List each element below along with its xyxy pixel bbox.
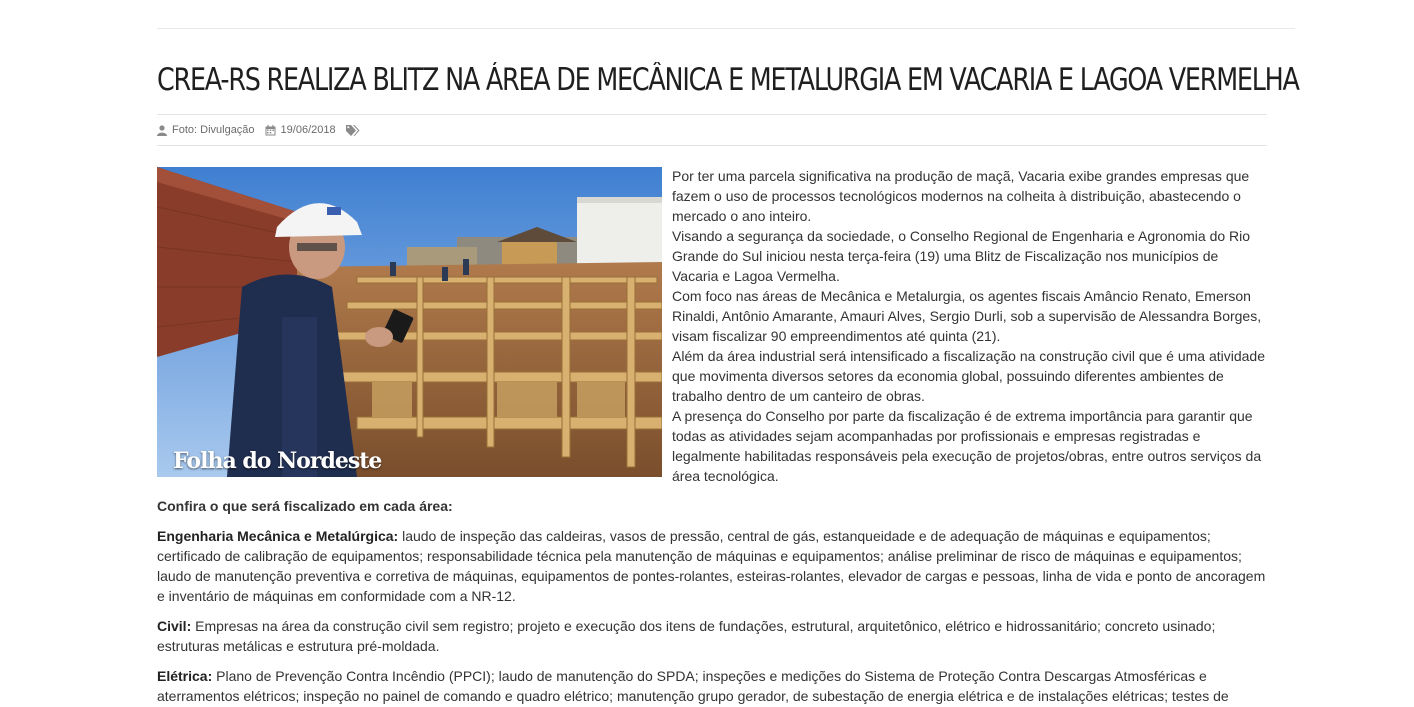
tags-icon[interactable] [346, 125, 360, 136]
intro-paragraph: A presença do Conselho por parte da fiscalização é de extrema importância para garantir que todas as atividades sejam acompanhadas por profissionais e empresas registradas e legalmente habilitadas responsáveis pela execução de projetos/obras, entre outros serviços da área tecnológica. [672, 408, 1262, 484]
section-civil [157, 616, 1267, 656]
photo-watermark: Folha do Nordeste [173, 448, 382, 474]
section-text: Plano de Prevenção Contra Incêndio (PPCI); laudo de manutenção do SPDA; inspeções e medições do Sistema de Proteção Contra Descargas Atmosféricas e aterramentos elétricos; inspeção no painel de comando e quadro elétrico; manutenção grupo gerador, de subestação de energia elétrica e de instalações elétricas; testes de [157, 668, 1229, 704]
meta-author [157, 124, 255, 136]
intro-paragraph: Visando a segurança da sociedade, o Conselho Regional de Engenharia e Agronomia do Rio Grande do Sul iniciou nesta terça-feira (19) uma Blitz de Fiscalização nos municípios de Vacaria e Lagoa Vermelha. [672, 228, 1251, 284]
intro-paragraph: Por ter uma parcela significativa na produção de maçã, Vacaria exibe grandes empresas que fazem o uso de processos tecnológicos modernos na colheita à distribuição, abastecendo o mercado o ano inteiro. [672, 168, 1250, 224]
section-label: Civil: [157, 618, 192, 634]
intro-paragraph: Além da área industrial será intensificado a fiscalização na construção civil que é uma atividade que movimenta diversos setores da economia global, possuindo diferentes ambientes de trabalho dentro de um canteiro de obras. [672, 348, 1265, 404]
meta-tags[interactable] [346, 125, 360, 136]
article-photo [157, 167, 662, 477]
intro-paragraph: Com foco nas áreas de Mecânica e Metalurgia, os agentes fiscais Amâncio Renato, Emerson Rinaldi, Antônio Amarante, Amauri Alves, Sergio Durli, sob a supervisão de Alessandra Borges, visam fiscalizar 90 empreendimentos até quinta (21). [672, 288, 1262, 344]
article-content [157, 166, 1267, 706]
meta-author-text: Foto: Divulgação [172, 124, 255, 136]
section-label: Engenharia Mecânica e Metalúrgica: [157, 528, 399, 544]
section-text: Empresas na área da construção civil sem registro; projeto e execução dos itens de fundações, estrutural, arquitetônico, elétrico e hidrossanitário; concreto usinado; estruturas metálicas e estrutura pré-moldada. [157, 618, 1216, 654]
calendar-icon [265, 125, 276, 136]
top-divider [157, 28, 1295, 29]
meta-date [265, 124, 336, 136]
meta-date-text: 19/06/2018 [280, 124, 336, 136]
meta-divider-bottom [157, 145, 1267, 146]
article-meta [157, 115, 1267, 145]
section-label: Elétrica: [157, 668, 213, 684]
inspection-sections [157, 526, 1267, 706]
section-eletrica [157, 666, 1267, 706]
article [157, 56, 1299, 706]
section-lead: Confira o que será fiscalizado em cada área: [157, 498, 453, 514]
user-icon [157, 125, 167, 136]
section-text: laudo de inspeção das caldeiras, vasos de pressão, central de gás, estanqueidade e de adequação de máquinas e equipamentos; certificado de calibração de equipamentos; responsabilidade técnica pela manutenção de máquinas e equipamentos; análise preliminar de risco de máquinas e equipamentos; laudo de manutenção preventiva e corretiva de máquinas, equipamentos de pontes-rolantes, esteiras-rolantes, elevador de cargas e pessoas, linha de vida e ponto de ancoragem e inventário de máquinas em conformidade com a NR-12. [157, 528, 1266, 604]
photo-scene [157, 167, 662, 477]
article-title: CREA-RS REALIZA BLITZ NA ÁREA DE MECÂNICA E METALURGIA EM VACARIA E LAGOA VERMELHA [157, 62, 1299, 98]
section-mecanica [157, 526, 1267, 606]
